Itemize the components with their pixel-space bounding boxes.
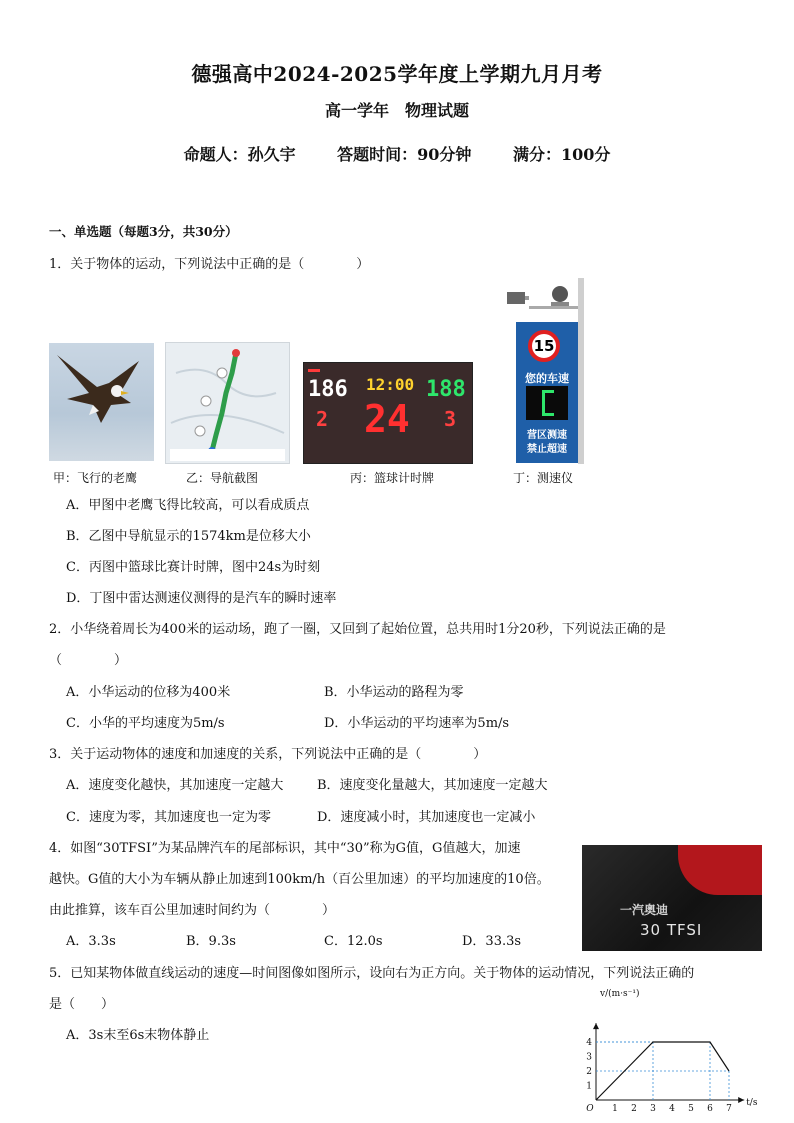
away-fouls: 3 — [444, 407, 457, 431]
y-tick-label-1: 1 — [586, 1081, 592, 1092]
q3-option-c: C．速度为零，其加速度也一定为零 — [66, 810, 271, 825]
car-badge-brand: 一汽奥迪 — [620, 903, 669, 917]
y-axis-arrow — [593, 1023, 599, 1029]
velocity-time-graph — [580, 988, 768, 1118]
y-tick-label-2: 2 — [586, 1067, 592, 1077]
x-tick-label-5: 5 — [688, 1104, 694, 1114]
car-tail-image — [582, 845, 762, 951]
caption-board: 丙：篮球计时牌 — [350, 471, 435, 485]
away-score: 188 — [426, 377, 466, 402]
x-axis-arrow — [738, 1097, 744, 1103]
q5-option-a: A．3s末至6s末物体静止 — [66, 1028, 210, 1043]
q4-line3: 由此推算，该车百公里加速时间约为（ ） — [49, 903, 336, 918]
game-clock: 12:00 — [366, 375, 415, 394]
q2-stem: 2．小华绕着周长为400米的运动场，跑了一圈，又回到了起始位置，总共用时1分20秒，下列说法正确的是 — [49, 622, 666, 637]
x-tick-label-1: 1 — [612, 1104, 618, 1114]
y-axis-label: v/(m·s⁻¹) — [600, 989, 640, 999]
speed-sign-label: 您的车速 — [525, 372, 569, 385]
q3-option-d: D．速度减小时，其加速度也一定减小 — [317, 810, 536, 825]
x-tick-label-6: 6 — [707, 1104, 713, 1114]
car-badge-model: 30 TFSI — [640, 921, 703, 939]
eagle-image — [49, 343, 154, 461]
q4-option-c: C．12.0s — [324, 934, 383, 949]
q4-option-d: D．33.3s — [462, 934, 522, 949]
q2-option-d: D．小华运动的平均速率为5m/s — [324, 716, 510, 731]
q4-line2: 越快。G值的大小为车辆从静止加速到100km/h（百公里加速）的平均加速度的10倍。 — [49, 872, 550, 887]
x-tick-label-7: 7 — [726, 1104, 732, 1114]
q3-option-a: A．速度变化越快，其加速度一定越大 — [66, 778, 284, 793]
arrow-icon — [308, 369, 320, 372]
section-title: 一、单选题（每题3分，共30分） — [49, 224, 238, 239]
navigation-map-image — [165, 342, 290, 464]
y-tick-label-3: 3 — [586, 1052, 592, 1063]
q3-stem: 3．关于运动物体的速度和加速度的关系，下列说法中正确的是（ ） — [49, 747, 487, 762]
q5-line2: 是（ ） — [49, 997, 115, 1012]
caption-map: 乙：导航截图 — [186, 471, 259, 485]
speed-limit-badge: 15 — [528, 330, 560, 362]
exam-subtitle: 高一学年 物理试题 — [324, 101, 469, 120]
x-axis-label: t/s — [746, 1098, 758, 1108]
home-fouls: 2 — [316, 407, 329, 431]
q2-option-b: B．小华运动的路程为零 — [324, 685, 464, 700]
tail-light — [678, 845, 762, 895]
q5-line1: 5．已知某物体做直线运动的速度—时间图像如图所示，设向右为正方向。关于物体的运动情况，下列说法正确的 — [49, 966, 695, 981]
x-tick-label-3: 3 — [650, 1104, 656, 1114]
q2-stem-bracket: （ ） — [49, 653, 128, 668]
speed-sign-image — [516, 322, 578, 463]
speed-camera-image — [505, 284, 579, 324]
caption-eagle: 甲：飞行的老鹰 — [53, 471, 138, 485]
q3-option-b: B．速度变化量越大，其加速度一定越大 — [317, 778, 548, 793]
q1-option-c: C．丙图中篮球比赛计时牌，图中24s为时刻 — [66, 560, 321, 575]
q4-line1: 4．如图“30TFSI”为某品牌汽车的尾部标识，其中“30”称为G值，G值越大，加速 — [49, 841, 521, 856]
speed-display — [526, 386, 568, 420]
origin-label: O — [586, 1104, 594, 1114]
q1-option-d: D．丁图中雷达测速仪测得的是汽车的瞬时速率 — [66, 591, 337, 606]
y-tick-label-4: 4 — [586, 1038, 592, 1048]
exam-meta — [0, 142, 794, 165]
author-text: 命题人：孙久宇 — [183, 145, 296, 164]
q2-option-a: A．小华运动的位移为400米 — [66, 685, 231, 700]
speed-sign-footer2: 禁止超速 — [527, 444, 567, 455]
q1-option-a: A．甲图中老鹰飞得比较高，可以看成质点 — [66, 498, 310, 513]
caption-sign: 丁：测速仪 — [513, 471, 574, 485]
basketball-scoreboard-image — [303, 362, 473, 464]
q1-option-b: B．乙图中导航显示的1574km是位移大小 — [66, 529, 311, 544]
q4-option-b: B．9.3s — [186, 934, 236, 949]
time-text: 答题时间：90分钟 — [337, 145, 472, 164]
q4-option-a: A．3.3s — [66, 934, 116, 949]
speed-sign-footer1: 营区测速 — [527, 430, 567, 441]
home-score: 186 — [308, 377, 348, 402]
x-tick-label-4: 4 — [669, 1104, 675, 1114]
q1-stem: 1．关于物体的运动，下列说法中正确的是（ ） — [49, 257, 370, 272]
q2-option-c: C．小华的平均速度为5m/s — [66, 716, 225, 731]
shot-clock: 24 — [364, 397, 410, 441]
x-tick-label-2: 2 — [631, 1104, 637, 1114]
sign-pole — [578, 278, 584, 464]
score-text: 满分：100分 — [513, 145, 611, 164]
exam-title: 德强高中2024-2025学年度上学期九月月考 — [191, 62, 603, 86]
